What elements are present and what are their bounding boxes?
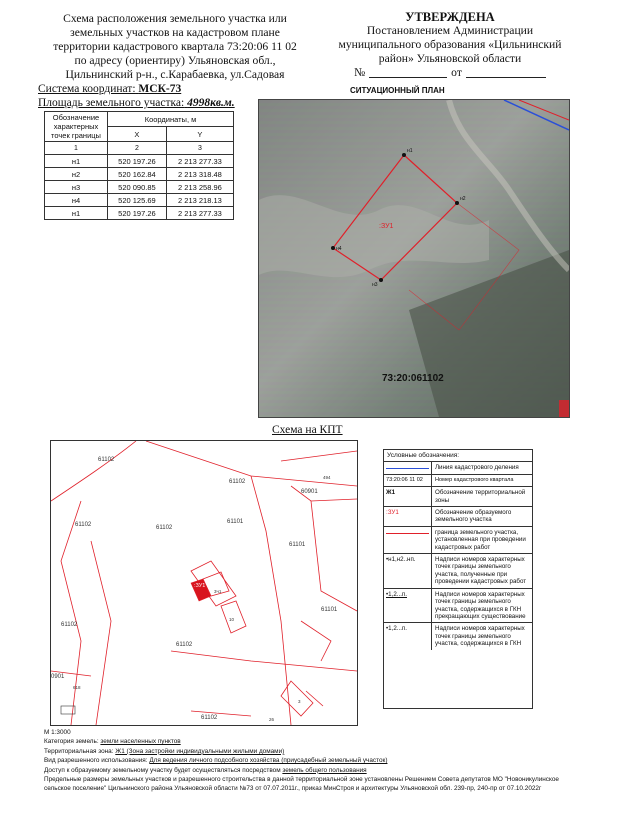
legend-symbol bbox=[384, 527, 432, 553]
legend-row bbox=[384, 622, 532, 649]
parcel-label: :ЗУ1 bbox=[379, 223, 394, 230]
map-label: 61101 bbox=[289, 542, 306, 548]
point-label: н4 bbox=[336, 246, 342, 252]
kpt-parcel-label: :ЗУ1 bbox=[194, 583, 206, 589]
blue-line-icon bbox=[386, 468, 429, 469]
legend-symbol: •1,2...п. bbox=[384, 623, 432, 649]
legend-text: Обозначение территориальной зоны bbox=[435, 489, 526, 504]
map-label: 61102 bbox=[61, 622, 78, 628]
legend-text: Номер кадастрового квартала bbox=[435, 476, 514, 483]
cell-x: 520 162.84 bbox=[108, 168, 167, 181]
legend-symbol: :ЗУ1 bbox=[384, 507, 432, 526]
legend-row bbox=[384, 553, 532, 588]
map-label: 61102 bbox=[176, 642, 193, 648]
title-line: по адресу (ориентиру) Ульяновская обл., bbox=[74, 54, 276, 67]
col-num: 3 bbox=[166, 142, 233, 155]
cell-point: н4 bbox=[45, 194, 108, 207]
approval-heading: УТВЕРЖДЕНА bbox=[405, 10, 495, 24]
use-value: Для ведения личного подсобного хозяйства (приусадебный земельный участок) bbox=[149, 757, 388, 765]
map-label: 61102 bbox=[75, 522, 92, 528]
map-label: 61102 bbox=[98, 457, 115, 463]
from-label: от bbox=[451, 66, 462, 79]
table-row bbox=[45, 194, 234, 207]
legend-text: Обозначение образуемого земельного участка bbox=[435, 509, 512, 524]
legend-row bbox=[384, 474, 532, 486]
title-line: Схема расположения земельного участка или bbox=[63, 12, 287, 25]
map-label: 618 bbox=[73, 685, 81, 690]
legend bbox=[383, 449, 533, 709]
territorial-zone bbox=[44, 747, 584, 756]
legend-row bbox=[384, 462, 532, 473]
cell-y: 2 213 318.48 bbox=[166, 168, 233, 181]
table-row bbox=[45, 155, 234, 168]
cadastral-map bbox=[51, 441, 357, 725]
col-num: 1 bbox=[45, 142, 108, 155]
zone-label: Территориальная зона: bbox=[44, 747, 114, 755]
legend-row bbox=[384, 526, 532, 553]
point-label: н2 bbox=[460, 196, 466, 202]
kpt-scheme-map bbox=[50, 440, 358, 726]
table-row bbox=[45, 168, 234, 181]
legend-text: Надписи номеров характерных точек границы земельного участка, полученные при проведении кадастровых работ bbox=[435, 556, 527, 586]
legend-symbol: 73:20:06 11 02 bbox=[384, 475, 432, 486]
legend-text: граница земельного участка, установленная при проведении кадастровых работ bbox=[435, 528, 526, 551]
map-label: 10 bbox=[229, 617, 235, 622]
legend-title: Условные обозначения: bbox=[384, 450, 532, 462]
cell-x: 520 090.85 bbox=[108, 181, 167, 194]
map-label: 0901 bbox=[51, 674, 65, 680]
legend-row bbox=[384, 506, 532, 526]
notes bbox=[44, 728, 584, 794]
legend-symbol: •н1,н2..нп. bbox=[384, 554, 432, 588]
map-label: 61102 bbox=[201, 715, 218, 721]
situation-plan-title: СИТУАЦИОННЫЙ ПЛАН bbox=[350, 86, 445, 95]
title-line: территории кадастрового квартала 73:20:06 11 02 bbox=[53, 40, 297, 53]
area-value: 4998кв.м. bbox=[187, 97, 235, 109]
map-label: 494 bbox=[323, 475, 331, 480]
approval-block bbox=[320, 10, 580, 80]
legend-row bbox=[384, 486, 532, 506]
limits-text: Предельные размеры земельных участков и разрешенного строительства в данной территориальной зоне установлены Решением Совета депутатов МО "Новоникулинское сельское поселение" Цильнинского района Ульяновской области №73 от 07.07.2011г., приказ МинСтроя и архитектуры Ульяновской обл. 239-пр, 240-пр от 07.10.2022г bbox=[44, 776, 559, 793]
legend-row bbox=[384, 588, 532, 623]
coordinates-table bbox=[44, 111, 234, 220]
legend-text: Линия кадастрового деления bbox=[435, 464, 519, 472]
cell-point: н2 bbox=[45, 168, 108, 181]
coord-system-value: МСК-73 bbox=[138, 83, 182, 95]
approval-line: Постановлением Администрации bbox=[366, 24, 534, 37]
legend-symbol: •1,2...п. bbox=[384, 589, 432, 623]
cell-point: н1 bbox=[45, 155, 108, 168]
access-label: Доступ к образуемому земельному участку будет осуществляться посредством bbox=[44, 766, 281, 774]
table-row bbox=[45, 207, 234, 220]
head-point: Обозначение характерных точек границы bbox=[45, 112, 108, 142]
map-label: 61101 bbox=[227, 519, 244, 525]
cell-y: 2 213 277.33 bbox=[166, 207, 233, 220]
scale: М 1:3000 bbox=[44, 729, 71, 736]
point-label: н1 bbox=[407, 148, 413, 154]
legend-symbol: Ж1 bbox=[384, 487, 432, 506]
parcel-area bbox=[38, 97, 235, 109]
number-blank bbox=[369, 66, 447, 78]
map-label: 61102 bbox=[156, 525, 173, 531]
cell-point: н1 bbox=[45, 207, 108, 220]
cell-x: 520 197.26 bbox=[108, 207, 167, 220]
coord-system bbox=[38, 83, 181, 95]
table-row bbox=[45, 181, 234, 194]
cell-y: 2 213 258.96 bbox=[166, 181, 233, 194]
quarter-label: 73:20:061102 bbox=[382, 373, 444, 384]
cell-y: 2 213 277.33 bbox=[166, 155, 233, 168]
land-category bbox=[44, 737, 584, 746]
coord-system-label: Система координат: bbox=[38, 83, 136, 95]
point-label: н3 bbox=[372, 282, 378, 288]
approval-line: муниципального образования «Цильнинский bbox=[338, 38, 562, 51]
permitted-use bbox=[44, 756, 584, 765]
map-label: 61101 bbox=[321, 607, 338, 613]
category-value: земли населенных пунктов bbox=[100, 738, 181, 746]
title-line: земельных участков на кадастровом плане bbox=[70, 26, 280, 39]
cell-x: 520 125.69 bbox=[108, 194, 167, 207]
legend-text: Надписи номеров характерных точек границы земельного участка, содержащихся в ГКН прекращающих существование bbox=[435, 590, 526, 620]
title-line: Цильнинский р-н., с.Карабаевка, ул.Садовая bbox=[65, 68, 285, 81]
red-line-icon bbox=[386, 533, 429, 534]
access-value: земель общего пользования bbox=[282, 766, 367, 774]
legend-symbol bbox=[384, 462, 432, 473]
zone-value: Ж1 (Зона застройки индивидуальными жилыми домами) bbox=[115, 747, 285, 755]
number-label: № bbox=[354, 66, 366, 79]
approval-line: район» Ульяновской области bbox=[378, 52, 522, 65]
date-blank bbox=[466, 66, 546, 78]
col-num: 2 bbox=[108, 142, 167, 155]
scheme-title bbox=[40, 12, 310, 82]
cell-point: н3 bbox=[45, 181, 108, 194]
satellite-image bbox=[259, 100, 569, 417]
map-label: 26 bbox=[269, 717, 275, 722]
map-label: 60901 bbox=[301, 489, 318, 495]
situation-plan-image bbox=[258, 99, 570, 418]
head-y: Y bbox=[166, 127, 233, 142]
cell-y: 2 213 218.13 bbox=[166, 194, 233, 207]
map-label: 61102 bbox=[229, 479, 246, 485]
head-x: X bbox=[108, 127, 167, 142]
legend-text: Надписи номеров характерных точек границы земельного участка, содержащихся в ГКН bbox=[435, 625, 525, 648]
kpt-scheme-title: Схема на КПТ bbox=[272, 424, 343, 436]
map-label: 3ч1 bbox=[214, 589, 222, 594]
approval-number-line bbox=[320, 66, 580, 80]
category-label: Категория земель: bbox=[44, 738, 99, 746]
head-coords: Координаты, м bbox=[108, 112, 234, 127]
use-label: Вид разрешенного использования: bbox=[44, 757, 148, 765]
map-label: 3 bbox=[298, 699, 301, 704]
area-label: Площадь земельного участка: bbox=[38, 97, 185, 109]
access bbox=[44, 766, 584, 775]
cell-x: 520 197.26 bbox=[108, 155, 167, 168]
